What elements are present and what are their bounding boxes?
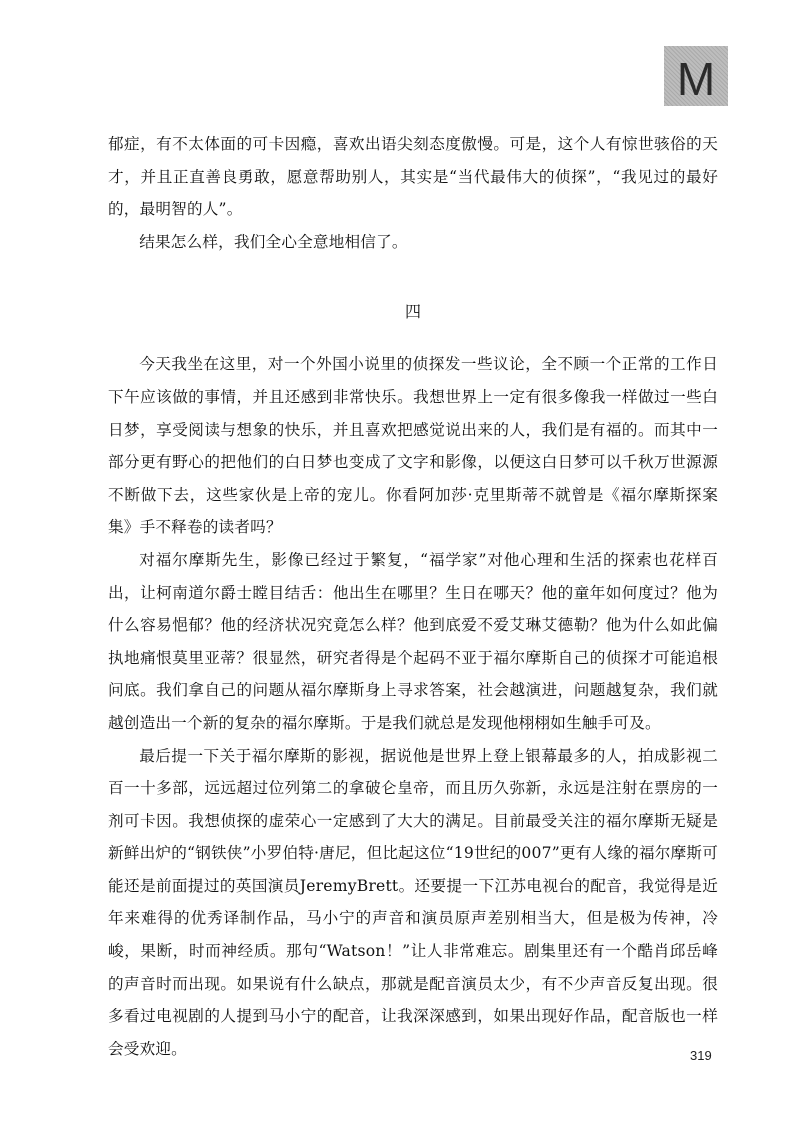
- paragraph: 最后提一下关于福尔摩斯的影视，据说他是世界上登上银幕最多的人，拍成影视二百一十多部，远远超过位列第二的拿破仑皇帝，而且历久弥新，永远是注射在票房的一剂可卡因。我想侦探的虚荣心一定感到了大大的满足。目前最受关注的福尔摩斯无疑是新鲜出炉的“钢铁侠”小罗伯特·唐尼，但比起这位“19世纪的007”更有人缘的福尔摩斯可能还是前面提过的英国演员JeremyBrett。还要提一下江苏电视台的配音，我觉得是近年来难得的优秀译制作品，马小宁的声音和演员原声差别相当大，但是极为传神，冷峻，果断，时而神经质。那句“Watson！”让人非常难忘。剧集里还有一个酷肖邱岳峰的声音时而出现。如果说有什么缺点，那就是配音演员太少，有不少声音反复出现。很多看过电视剧的人提到马小宁的配音，让我深深感到，如果出现好作品，配音版也一样会受欢迎。: [108, 746, 718, 1058]
- section-letter: M: [676, 53, 716, 105]
- paragraph: 结果怎么样，我们全心全意地相信了。: [139, 232, 408, 251]
- page-body: [108, 128, 718, 1065]
- paragraph: 今天我坐在这里，对一个外国小说里的侦探发一些议论，全不顾一个正常的工作日下午应该做的事情，并且还感到非常快乐。我想世界上一定有很多像我一样做过一些白日梦，享受阅读与想象的快乐，并且喜欢把感觉说出来的人，我们是有福的。而其中一部分更有野心的把他们的白日梦也变成了文字和影像，以便这白日梦可以千秋万世源源不断做下去，这些家伙是上帝的宠儿。你看阿加莎·克里斯蒂不就曾是《福尔摩斯探案集》手不释卷的读者吗？: [108, 355, 718, 537]
- paragraph: 对福尔摩斯先生，影像已经过于繁复，“福学家”对他心理和生活的探索也花样百出，让柯南道尔爵士瞠目结舌：他出生在哪里？生日在哪天？他的童年如何度过？他为什么容易悒郁？他的经济状况究竟怎么样？他到底爱不爱艾琳艾德勒？他为什么如此偏执地痛恨莫里亚蒂？很显然，研究者得是个起码不亚于福尔摩斯自己的侦探才可能追根问底。我们拿自己的问题从福尔摩斯身上寻求答案，社会越演进，问题越复杂，我们就越创造出一个新的复杂的福尔摩斯。于是我们就总是发现他栩栩如生触手可及。: [108, 550, 718, 732]
- paragraph-continued: 郁症，有不太体面的可卡因瘾，喜欢出语尖刻态度傲慢。可是，这个人有惊世骇俗的天才，并且正直善良勇敢，愿意帮助别人，其实是“当代最伟大的侦探”，“我见过的最好的，最明智的人”。: [108, 135, 718, 219]
- section-heading: 四: [404, 302, 421, 322]
- page-number: 319: [690, 1048, 712, 1063]
- section-tab-marker: [664, 46, 728, 106]
